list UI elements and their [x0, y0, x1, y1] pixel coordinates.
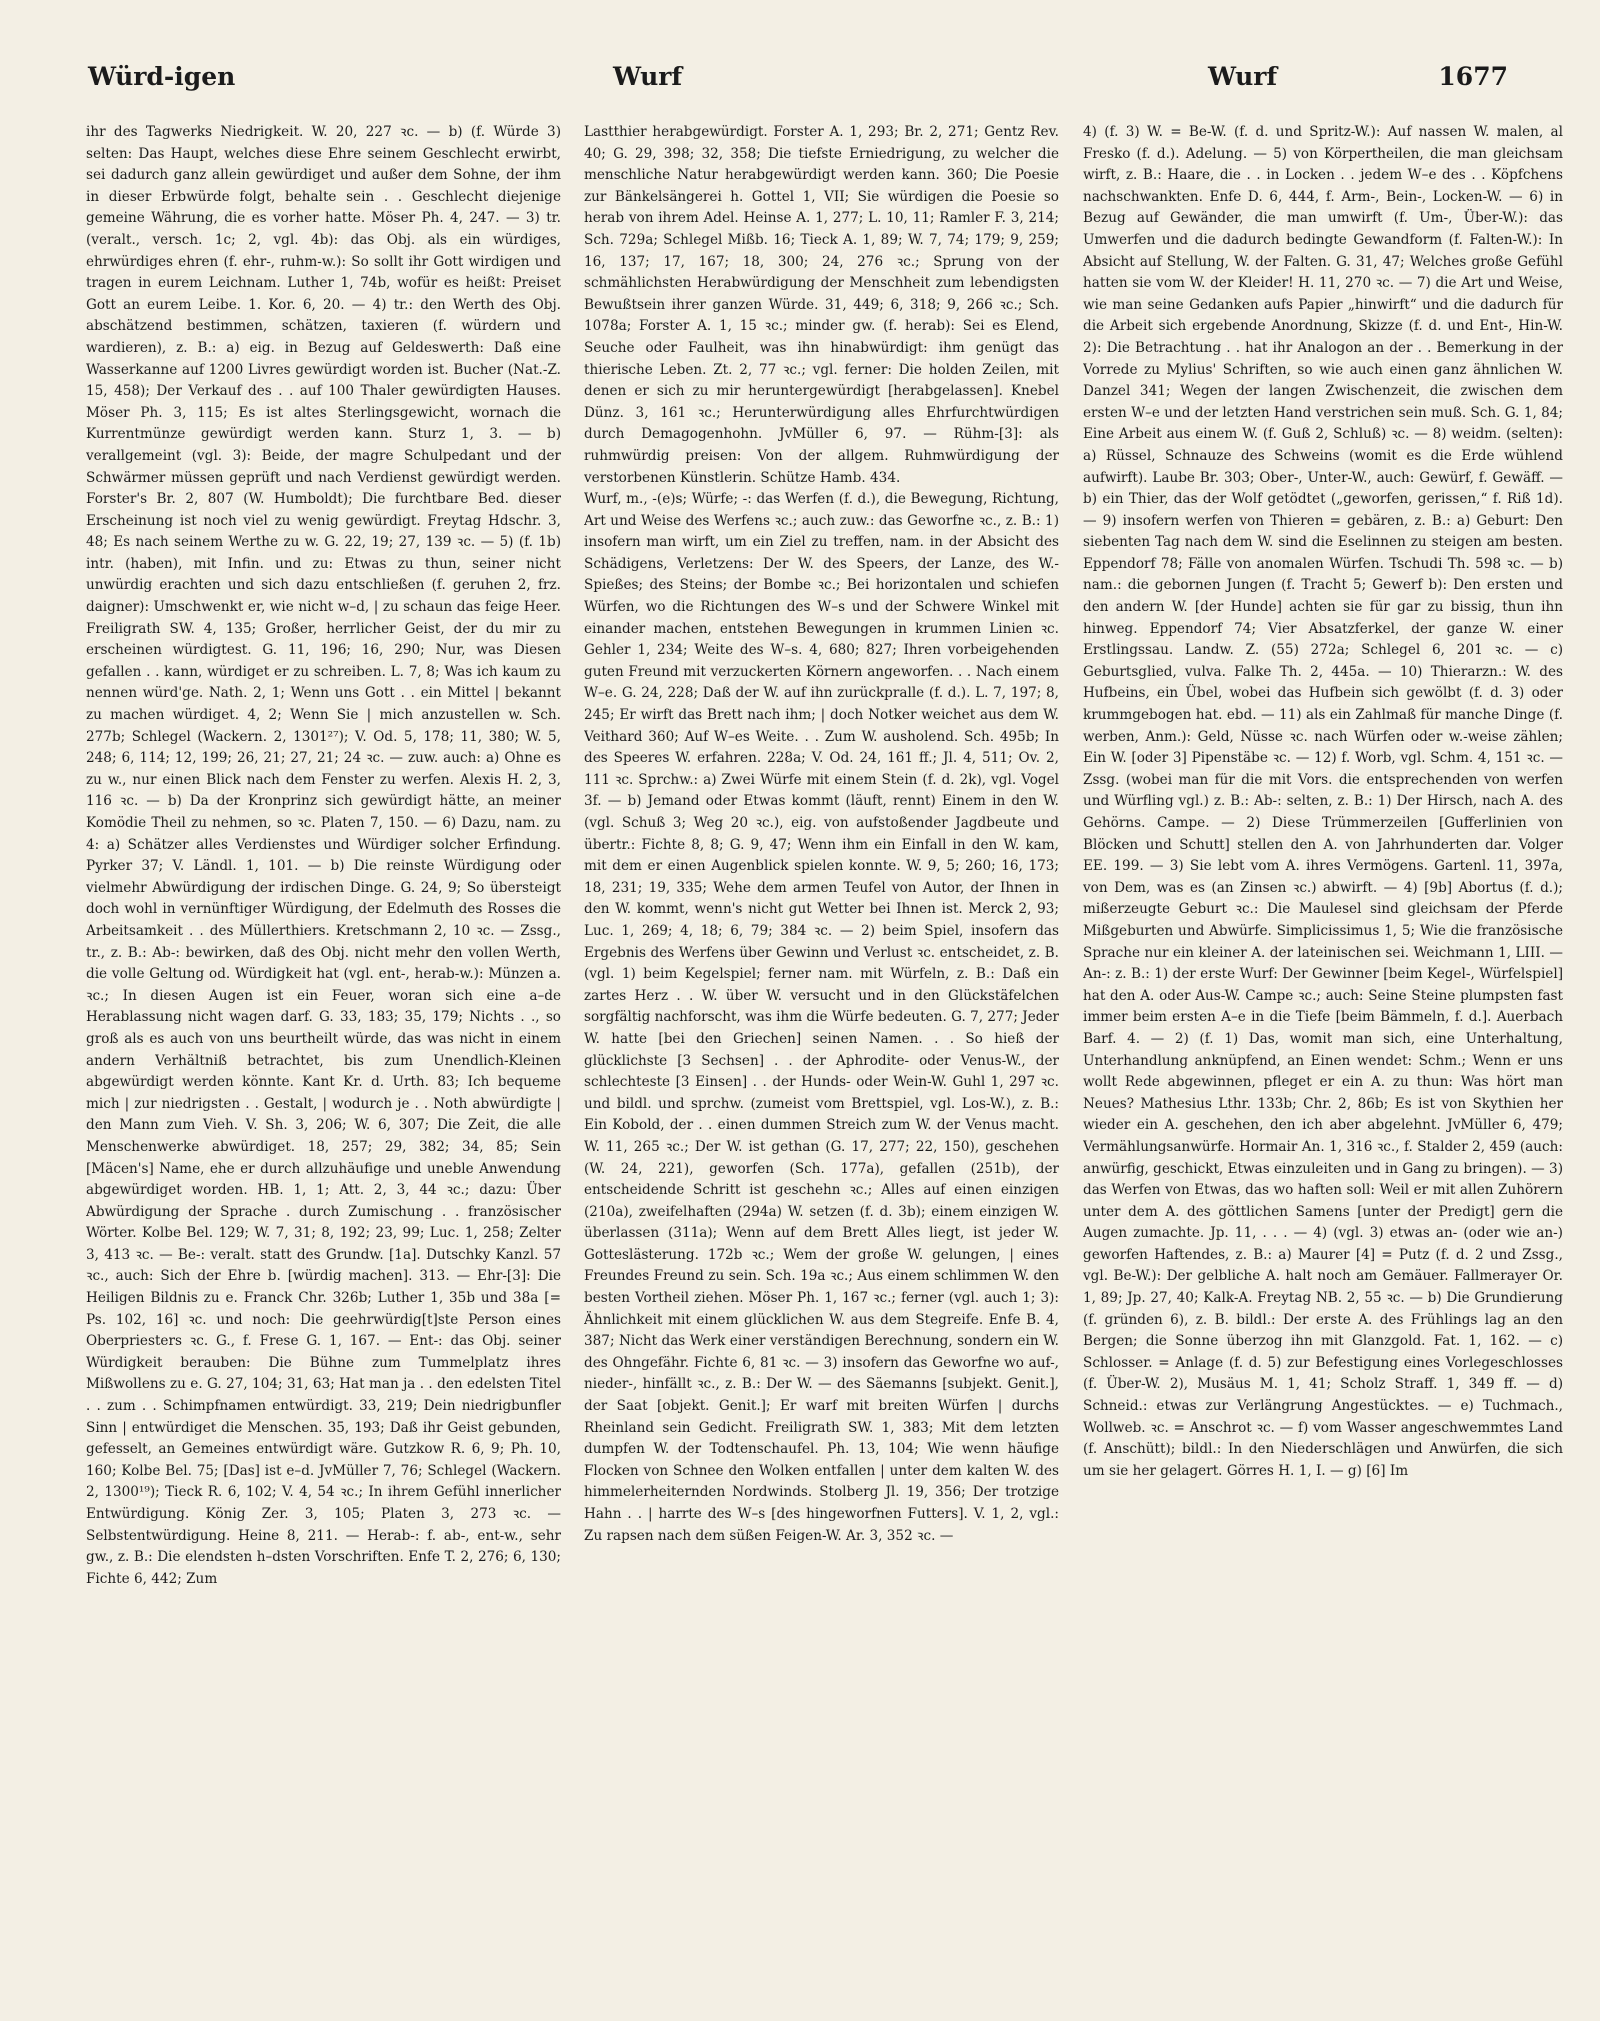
header-center-catchword: Wurf — [613, 62, 683, 91]
page-number: 1677 — [1438, 62, 1508, 91]
header-left-catchword: Würd-igen — [88, 62, 236, 91]
column-3-paragraph: 4) (f. 3) W. = Be-W. (f. d. und Spritz-W.): Auf nassen W. malen, al Fresko (f. d.). Adelung. — 5) von Körpertheilen, die man gleichsam wirft, z. B.: Haare, die . . in Locken . . jedem W–e des . . Köpfchens nachschwankten. Enfe D. 6, 444, f. Arm-, Bein-, Locken-W. — 6) in Bezug auf Gewänder, die man umwirft (f. Um-, Über-W.): das Umwerfen und die dadurch bedingte Gewandform (f. Falten-W.): In Absicht auf Stellung, W. der Falten. G. 31, 47; Welches große Gefühl hatten sie vom W. der Kleider! H. 11, 270 ꝛc. — 7) die Art und Weise, wie man seine Gedanken aufs Papier „hinwirft“ und die dadurch für die Arbeit sich ergebende Anordnung, Skizze (f. d. und Ent-, Hin-W. 2): Die Betrachtung . . hat ihr Analogon an der . . Bemerkung in der Vorrede zu Mylius' Schriften, so wie auch einen ganz ähnlichen W. Danzel 341; Wegen der langen Zwischenzeit, die zwischen dem ersten W–e und der letzten Hand verstrichen sein muß. Sch. G. 1, 84; Eine Arbeit aus einem W. (f. Guß 2, Schluß) ꝛc. — 8) weidm. (selten): a) Rüssel, Schnauze des Schweins (womit es die Erde wühlend aufwirft). Laube Br. 303; Ober-, Unter-W., auch: Gewürf, f. Gewäff. — b) ein Thier, das der Wolf getödtet („geworfen, gerissen,“ f. Riß 1d). — 9) insofern werfen von Thieren = gebären, z. B.: a) Geburt: Den siebenten Tag nach dem W. sind die Eselinnen zu steigen am besten. Eppendorf 78; Fälle von anomalen Würfen. Tschudi Th. 598 ꝛc. — b) nam.: die gebornen Jungen (f. Tracht 5; Gewerf b): Den ersten und den andern W. [der Hunde] achten sie für gar zu bissig, thun ihn hinweg. Eppendorf 74; Vier Absatzferkel, der ganze W. einer Erstlingssau. Landw. Z. (55) 272a; Schlegel 6, 201 ꝛc. — c) Geburtsglied, vulva. Falke Th. 2, 445a. — 10) Thierarzn.: W. des Hufbeins, ein Übel, wobei das Hufbein sich gewölbt (f. d. 3) oder krummgebogen hat. ebd. — 11) als ein Zahlmaß für manche Dinge (f. werben, Anm.): Geld, Nüsse ꝛc. nach Würfen oder w.-weise zählen; Ein W. [oder 3] Pipenstäbe ꝛc. — 12) f. Worb, vgl. Schm. 4, 151 ꝛc. — Zssg. (wobei man für die mit Vors. die entsprechenden von werfen und Würfling vgl.) z. B.: Ab-: selten, z. B.: 1) Der Hirsch, nach A. des Gehörns. Campe. — 2) Diese Trümmerzeilen [Gufferlinien von Blöcken und Schutt] stellen den A. von Jahrhunderten dar. Volger EE. 199. — 3) Sie lebt vom A. ihres Vermögens. Gartenl. 11, 397a, von Dem, was es (an Zinsen ꝛc.) abwirft. — 4) [9b] Abortus (f. d.); mißerzeugte Geburt ꝛc.: Die Maulesel sind gleichsam der Pferde Mißgeburten und Abwürfe. Simplicissimus 1, 5; Wie die französische Sprache nur ein kleiner A. der lateinischen sei. Weichmann 1, LIII. — An-: z. B.: 1) der erste Wurf: Der Gewinner [beim Kegel-, Würfelspiel] hat den A. oder Aus-W. Campe ꝛc.; auch: Seine Steine plumpsten fast immer beim ersten A–e in die Tiefe [beim Bämmeln, f. d.]. Auerbach Barf. 4. — 2) (f. 1) Das, womit man sich, eine Unterhaltung, Unterhandlung anknüpfend, an Einen wendet: Schm.; Wenn er uns wollt Rede abgewinnen, pfleget er ein A. zu thun: Was hört man Neues? Mathesius Lthr. 133b; Chr. 2, 86b; Es ist von Skythien her wieder ein A. geschehen, den ich aber abgelehnt. JvMüller 6, 479; Vermählungsanwürfe. Hormair An. 1, 316 ꝛc., f. Stalder 2, 459 (auch: anwürfig, geschickt, Etwas einzuleiten und in Gang zu bringen). — 3) das Werfen von Etwas, das wo haften soll: Weil er mit allen Zuhörern unter dem A. des göttlichen Samens [unter der Predigt] gern die Augen zumachte. Jp. 11, . . . — 4) (vgl. 3) etwas an- (oder wie an-) geworfen Haftendes, z. B.: a) Maurer [4] = Putz (f. d. 2 und Zssg., vgl. Be-W.): Der gelbliche A. halt noch am Gemäuer. Fallmerayer Or. 1, 89; Jp. 27, 40; Kalk-A. Freytag NB. 2, 55 ꝛc. — b) Die Grundierung (f. gründen 6), z. B. bildl.: Der erste A. des Frühlings lag an den Bergen; die Sonne überzog ihn mit Glanzgold. Fat. 1, 162. — c) Schlosser. = Anlage (f. d. 5) zur Befestigung eines Vorlegeschlosses (f. Über-W. 2), Musäus M. 1, 41; Scholz Straff. 1, 349 ff. — d) Schneid.: etwas zur Verlängrung Angestücktes. — e) Tuchmach., Wollweb. ꝛc. = Anschrot ꝛc. — f) vom Wasser angeschwemmtes Land (f. Anschütt); bildl.: In den Niederschlägen und Anwürfen, die sich um sie her gelagert. Görres H. 1, I. — g) [6] Im — [1083, 124, 1563, 1479]
header-right-catchword: Wurf — [1208, 62, 1278, 91]
text-column-2 — [584, 122, 1059, 1992]
text-column-3 — [1083, 122, 1563, 1992]
entry-wurf: Wurf, m., -(e)s; Würfe; -: das Werfen (f. d.), die Bewegung, Richtung, Art und Weise des Werfens ꝛc.; auch zuw.: das Geworfne ꝛc., z. B.: 1) insofern man wirft, um ein Ziel zu treffen, nam. in der Absicht des Schädigens, Verletzens: Der W. des Speers, der Lanze, des W.-Spießes; des Steins; der Bombe ꝛc.; Bei horizontalen und schiefen Würfen, wo die Richtungen des W–s und der Schwere Winkel mit einander machen, entstehen Bewegungen in krummen Linien ꝛc. Gehler 1, 234; Weite des W–s. 4, 680; 827; Ihren vorbeigehenden guten Freund mit verzuckerten Körnern angeworfen. . . Nach einem W–e. G. 24, 228; Daß der W. auf ihn zurückpralle (f. d.). L. 7, 197; 8, 245; Er wirft das Brett nach ihm; | doch Notker weichet aus dem W. Veithard 360; Auf W–es Weite. . . Zum W. ausholend. Sch. 495b; In des Speeres W. erfahren. 228a; V. Od. 24, 161 ff.; Jl. 4, 511; Ov. 2, 111 ꝛc. Sprchw.: a) Zwei Würfe mit einem Stein (f. d. 2k), vgl. Vogel 3f. — b) Jemand oder Etwas kommt (läuft, rennt) Einem in den W. (vgl. Schuß 3; Weg 20 ꝛc.), eig. von aufstoßender Jagdbeute und übertr.: Fichte 8, 8; G. 9, 47; Wenn ihm ein Einfall in den W. kam, mit dem er einen Augenblick spielen konnte. W. 9, 5; 260; 16, 173; 18, 231; 19, 335; Wehe dem armen Teufel von Autor, der Ihnen in den W. kommt, wenn's nicht gut Wetter bei Ihnen ist. Merck 2, 93; Luc. 1, 269; 4, 18; 6, 79; 384 ꝛc. — 2) beim Spiel, insofern das Ergebnis des Werfens über Gewinn und Verlust ꝛc. entscheidet, z. B. (vgl. 1) beim Kegelspiel; ferner nam. mit Würfeln, z. B.: Daß ein zartes Herz . . W. über W. versucht und in den Glückstäfelchen sorgfältig nachforscht, was ihm die Würfe bedeuten. G. 7, 277; Jeder W. hatte [bei den Griechen] seinen Namen. . . So hieß der glücklichste [3 Sechsen] . . der Aphrodite- oder Venus-W., der schlechteste [3 Einsen] . . der Hunds- oder Wein-W. Guhl 1, 297 ꝛc. und bildl. und sprchw. (zumeist vom Brettspiel, vgl. Los-W.), z. B.: Ein Kobold, der . . einen dummen Streich zum W. der Venus macht. W. 11, 265 ꝛc.; Der W. ist gethan (G. 17, 277; 22, 150), geschehen (W. 24, 221), geworfen (Sch. 177a), gefallen (251b), der entscheidende Schritt ist geschehn ꝛc.; Alles auf einen einzigen (210a), zweifelhaften (294a) W. setzen (f. d. 3b); einem einzigen W. überlassen (311a); Wenn auf dem Brett Alles liegt, ist jeder W. Gotteslästerung. 172b ꝛc.; Wem der große W. gelungen, | eines Freundes Freund zu sein. Sch. 19a ꝛc.; Aus einem schlimmen W. den besten Vortheil ziehen. Möser Ph. 1, 167 ꝛc.; ferner (vgl. auch 1; 3): Ähnlichkeit mit einem glücklichen W. aus dem Stegreife. Enfe B. 4, 387; Nicht das Werk einer verständigen Berechnung, sondern ein W. des Ohngefähr. Fichte 6, 81 ꝛc. — 3) insofern das Geworfne wo auf-, nieder-, hinfällt ꝛc., z. B.: Der W. — des Säemanns [subjekt. Genit.], der Saat [objekt. Genit.]; Er warf mit breiten Würfen | durchs Rheinland sein Gedicht. Freiligrath SW. 1, 383; Mit dem letzten dumpfen W. der Todtenschaufel. Ph. 13, 104; Wie wenn häufige Flocken von Schnee den Wolken entfallen | unter dem kalten W. des himmelerheiternden Nordwinds. Stolberg Jl. 19, 356; Der trotzige Hahn . . | harrte des W–s [des hingeworfnen Futters]. V. 1, 2, vgl.: Zu rapsen nach dem süßen Feigen-W. Ar. 3, 352 ꝛc. — — [584, 491, 1059, 1544]
column-1-paragraph: ihr des Tagwerks Niedrigkeit. W. 20, 227 ꝛc. — b) (f. Würde 3) selten: Das Haupt, welches diese Ehre seinem Geschlecht erwirbt, sei dadurch ganz allein gewürdiget und außer dem Sohne, der ihm in dieser Erbwürde folgt, behalte sein . . Geschlecht diejenige gemeine Währung, die es vorher hatte. Möser Ph. 4, 247. — 3) tr. (veralt., versch. 1c; 2, vgl. 4b): das Obj. als ein würdiges, ehrwürdiges ehren (f. ehr-, ruhm-w.): So sollt ihr Gott wirdigen und tragen in eurem Leichnam. Luther 1, 74b, wofür es heißt: Preiset Gott an eurem Leibe. 1. Kor. 6, 20. — 4) tr.: den Werth des Obj. abschätzend bestimmen, schätzen, taxieren (f. würdern und wardieren), z. B.: a) eig. in Bezug auf Geldeswerth: Daß eine Wasserkanne auf 1200 Livres gewürdigt worden ist. Bucher (Nat.-Z. 15, 458); Der Verkauf des . . auf 100 Thaler gewürdigten Hauses. Möser Ph. 3, 115; Es ist altes Sterlingsgewicht, wornach die Kurrentmünze gewürdigt werden kann. Sturz 1, 3. — b) verallgemeint (vgl. 3): Beide, der magre Schulpedant und der Schwärmer müssen geprüft und nach Verdienst gewürdigt werden. Forster's Br. 2, 807 (W. Humboldt); Die furchtbare Bed. dieser Erscheinung ist noch viel zu wenig gewürdigt. Freytag Hdschr. 3, 48; Es nach seinem Werthe zu w. G. 22, 19; 27, 139 ꝛc. — 5) (f. 1b) intr. (haben), mit Infin. und zu: Etwas zu thun, seiner nicht unwürdig erachten und sich dazu entschließen (f. geruhen 2, frz. daigner): Umschwenkt er, wie nicht w–d, | zu schaun das feige Heer. Freiligrath SW. 4, 135; Großer, herrlicher Geist, der du mir zu erscheinen würdigtest. G. 11, 196; 16, 290; Nur, was Diesen gefallen . . kann, würdiget er zu schreiben. L. 7, 8; Was ich kaum zu nennen würd'ge. Nath. 2, 1; Wenn uns Gott . . ein Mittel | bekannt zu machen würdiget. 4, 2; Wenn Sie | mich anzustellen w. Sch. 277b; Schlegel (Wackern. 2, 1301²⁷); V. Od. 5, 178; 11, 380; W. 5, 248; 6, 114; 12, 199; 26, 21; 27, 21; 24 ꝛc. — zuw. auch: a) Ohne es zu w., nur einen Blick nach dem Fenster zu werfen. Alexis H. 2, 3, 116 ꝛc. — b) Da der Kronprinz sich gewürdigt hätte, an meiner Komödie Theil zu nehmen, so ꝛc. Platen 7, 150. — 6) Dazu, nam. zu 4: a) Schätzer alles Verdienstes und Würdiger solcher Erfindung. Pyrker 37; V. Ländl. 1, 101. — b) Die reinste Würdigung oder vielmehr Abwürdigung der irdischen Dinge. G. 24, 9; So übersteigt doch wohl in vernünftiger Würdigung, der Edelmuth des Rosses die Arbeitsamkeit . . des Müllerthiers. Kretschmann 2, 10 ꝛc. — Zssg., tr., z. B.: Ab-: bewirken, daß des Obj. nicht mehr den vollen Werth, die volle Geltung od. Würdigkeit hat (vgl. ent-, herab-w.): Münzen a. ꝛc.; In diesen Augen ist ein Feuer, woran sich eine a–de Herablassung nicht wagen darf. G. 33, 183; 35, 179; Nichts . ., so groß als es auch von uns beurtheilt würde, das was nicht in einem andern Verhältniß betrachtet, bis zum Unendlich-Kleinen abgewürdigt werden könnte. Kant Kr. d. Urth. 83; Ich bequeme mich | zur niedrigsten . . Gestalt, | wodurch je . . Noth abwürdigte | den Mann zum Vieh. V. Sh. 3, 206; W. 6, 307; Die Zeit, die alle Menschenwerke abwürdiget. 18, 257; 29, 382; 34, 85; Sein [Mäcen's] Name, ehe er durch allzuhäufige und uneble Anwendung abgewürdiget worden. HB. 1, 1; Att. 2, 3, 44 ꝛc.; dazu: Über Abwürdigung der Sprache . durch Zumischung . . französischer Wörter. Kolbe Bel. 129; W. 7, 31; 8, 192; 23, 99; Luc. 1, 258; Zelter 3, 413 ꝛc. — Be-: veralt. statt des Grundw. [1a]. Dutschky Kanzl. 57 ꝛc., auch: Sich der Ehre b. [würdig machen]. 313. — Ehr-[3]: Die Heiligen Bildnis zu e. Franck Chr. 326b; Luther 1, 35b und 38a [= Ps. 102, 16] ꝛc. und noch: Die geehrwürdig[t]ste Person eines Oberpriesters ꝛc. G., f. Frese G. 1, 167. — Ent-: das Obj. seiner Würdigkeit berauben: Die Bühne zum Tummelplatz ihres Mißwollens zu e. G. 27, 104; 31, 63; Hat man ja . . den edelsten Titel . . zum . . Schimpfnamen entwürdigt. 33, 219; Dein niedrigbunfler Sinn | entwürdiget die Menschen. 35, 193; Daß ihr Geist gebunden, gefesselt, an Gemeines entwürdigt wäre. Gutzkow R. 6, 9; Ph. 10, 160; Kolbe Bel. 75; [Das] ist e–d. JvMüller 7, 76; Schlegel (Wackern. 2, 1300¹⁹); Tieck R. 6, 102; V. 4, 54 ꝛc.; In ihrem Gefühl innerlicher Entwürdigung. König Zer. 3, 105; Platen 3, 273 ꝛc. — Selbstentwürdigung. Heine 8, 211. — Herab-: f. ab-, ent-w., sehr gw., z. B.: Die elendsten h–dsten Vorschriften. Enfe T. 2, 276; 6, 130; Fichte 6, 442; Zum — [86, 124, 561, 1587]
text-column-1 — [86, 122, 561, 1992]
running-header — [88, 62, 1508, 102]
column-2-paragraph: Lastthier herabgewürdigt. Forster A. 1, 293; Br. 2, 271; Gentz Rev. 40; G. 29, 398; 32, 358; Die tiefste Erniedrigung, zu welcher die menschliche Natur herabgewürdigt werden kann. 360; Die Poesie zur Bänkelsängerei h. Gottel 1, VII; Sie würdigen die Poesie so herab von ihrem Adel. Heinse A. 1, 277; L. 10, 11; Ramler F. 3, 214; Sch. 729a; Schlegel Mißb. 16; Tieck A. 1, 89; W. 7, 74; 179; 9, 259; 16, 137; 17, 167; 18, 300; 24, 276 ꝛc.; Sprung von der schmählichsten Herabwürdigung der Menschheit zum lebendigsten Bewußtsein ihrer ganzen Würde. 31, 449; 6, 318; 9, 266 ꝛc.; Sch. 1078a; Forster A. 1, 15 ꝛc.; minder gw. (f. herab): Sei es Elend, Seuche oder Faulheit, was ihn hinabwürdigt: ihm genügt das thierische Leben. Zt. 2, 77 ꝛc.; vgl. ferner: Die holden Zeilen, mit denen er sich zu mir heruntergewürdigt [herabgelassen]. Knebel Dünz. 3, 161 ꝛc.; Herunterwürdigung alles Ehrfurchtwürdigen durch Demagogenhohn. JvMüller 6, 97. — Rühm-[3]: als ruhmwürdig preisen: Von der allgem. Ruhmwürdigung der verstorbenen Künstlerin. Schütze Hamb. 434. — [584, 124, 1059, 486]
